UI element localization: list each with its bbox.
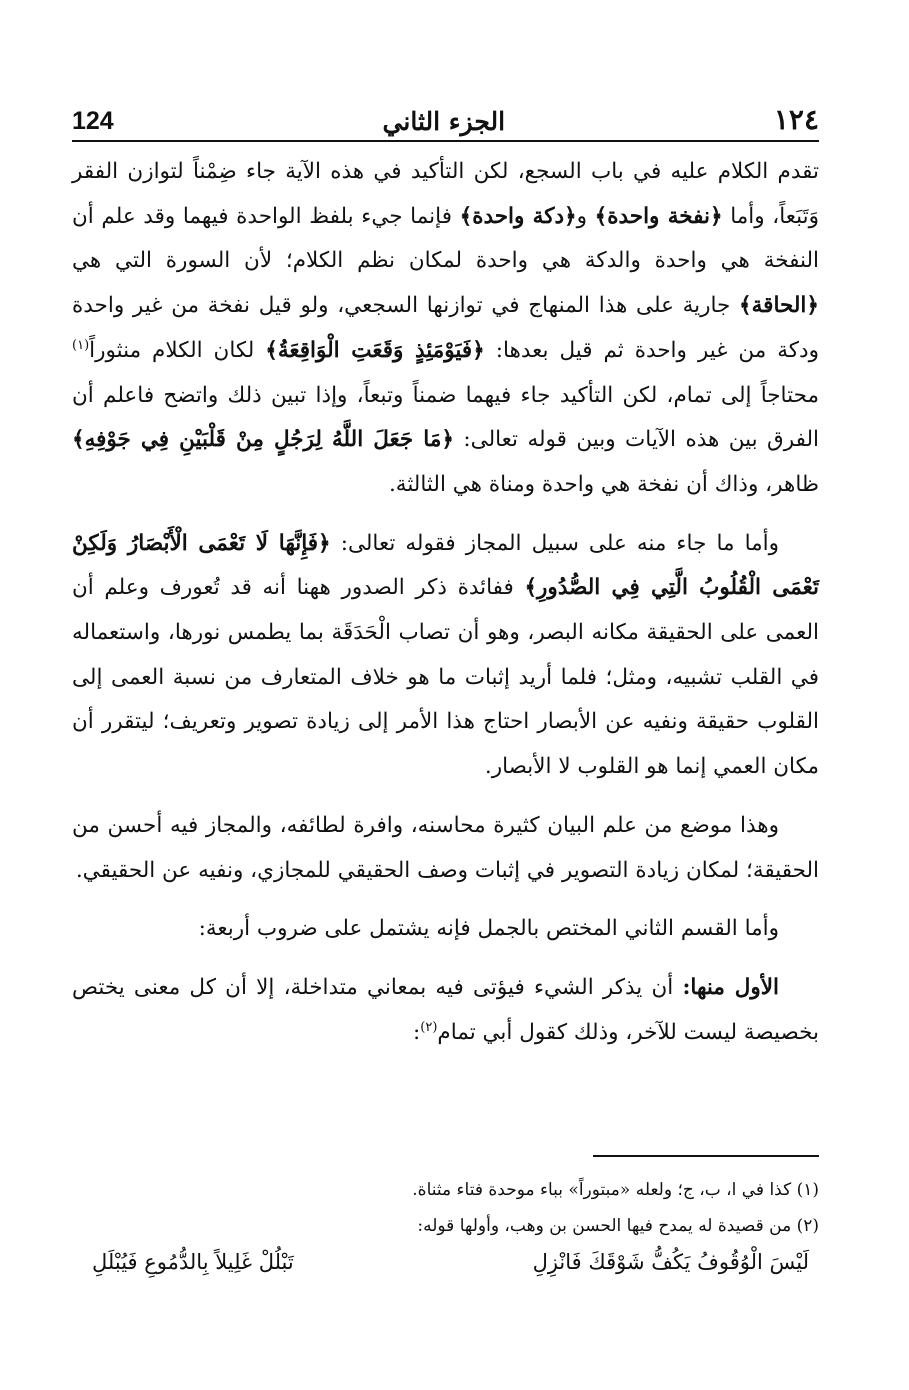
footnote-marker-2[interactable]: (٢) [420, 1019, 438, 1035]
footnote-1: (١) كذا في ا، ب، ج؛ ولعله «مبتوراً» بباء موحدة فتاء مثناة. [412, 1180, 819, 1200]
text-span: ففائدة ذكر الصدور ههنا أنه قد تُعورف وعلم أن العمى على الحقيقة مكانه البصر، وهو أن تصاب الْحَدَقَة بما يطمس نورها، واستعماله في القلب تشبيه، ومثل؛ فلما أريد إثبات ما هو خلاف المتعارف من نسبة العمى إلى القلوب حقيقة ونفيه عن الأبصار احتاج هذا الأمر إلى زيادة تصوير وتعريف؛ ليتقرر أن مكان العمي إنما هو القلوب لا الأبصار. [72, 575, 819, 780]
text-span: : [413, 1019, 421, 1045]
paragraph-1 [72, 150, 819, 508]
page-header [72, 92, 819, 142]
text-span: و [576, 203, 595, 229]
text-span: ظاهر، وذاك أن نفخة هي واحدة ومناة هي الثالثة. [388, 471, 819, 497]
text-span: محتاجاً إلى تمام، لكن التأكيد جاء فيهما ضمناً وتبعاً، وإذا تبين ذلك واتضح فاعلم أن الفرق بين هذه الآيات وبين قوله تعالى: [72, 382, 820, 453]
page-number-arabic: ١٢٤ [773, 103, 819, 136]
verse-first-hemistich: لَيْسَ الْوُقُوفُ يَكُفُّ شَوْقَكَ فَانْزِلِ [532, 1250, 809, 1274]
text-span: لكان الكلام منثوراً [89, 337, 266, 363]
paragraph-3: وهذا موضع من علم البيان كثيرة محاسنه، وافرة لطائفه، والمجاز فيه أحسن من الحقيقة؛ لمكان زيادة التصوير في إثبات وصف الحقيقي للمجازي، ونفيه عن الحقيقي. [72, 812, 819, 883]
text-span: وأما ما جاء منه على سبيل المجاز فقوله تعالى: [330, 530, 779, 556]
section-lead: الأول منها: [682, 974, 779, 1000]
verse-second-hemistich: تَبْلُلْ غَلِيلاً بِالدُّمُوعِ فَيُبْلَلِ [92, 1250, 294, 1274]
quran-quote: ﴿مَا جَعَلَ اللَّهُ لِرَجُلٍ مِنْ قَلْبَيْنِ فِي جَوْفِهِ﴾ [72, 427, 454, 453]
text-span: أن يذكر الشيء فيؤتى فيه بمعاني متداخلة، إلا أن كل معنى يختص بخصيصة ليست للآخر، وذلك كقول أبي تمام [72, 974, 819, 1045]
quran-quote: ﴿دكة واحدة﴾ [459, 203, 577, 229]
footnotes [72, 1172, 819, 1280]
text-span: جارية على هذا المنهاج في توازنها السجعي، ولو قيل نفخة من غير واحدة ودكة من غير واحدة ثم قيل بعدها: [72, 293, 819, 363]
quran-quote: ﴿نفخة واحدة﴾ [594, 203, 723, 229]
footnote-2: (٢) من قصيدة له يمدح فيها الحسن بن وهب، وأولها قوله: [417, 1216, 819, 1236]
footnote-separator [593, 1155, 819, 1157]
quran-quote: ﴿فَيَوْمَئِذٍ وَقَعَتِ الْوَاقِعَةُ﴾ [265, 337, 485, 363]
page-body [72, 150, 819, 1069]
page-number-latin: 124 [72, 107, 114, 135]
paragraph-2 [72, 522, 819, 790]
paragraph-4: وأما القسم الثاني المختص بالجمل فإنه يشتمل على ضروب أربعة: [198, 916, 779, 942]
text-span: تقدم الكلام عليه في باب السجع، لكن التأكيد في هذه الآية جاء ضِمْناً لتوازن الفقر وَتَبَعاً، وأما [72, 159, 819, 229]
text-span: فإنما جيء بلفظ الواحدة فيهما وقد علم أن النفخة هي واحدة والدكة هي واحدة لمكان نظم الكلام؛ لأن السورة التي هي [72, 203, 819, 274]
running-title: الجزء الثاني [382, 107, 506, 136]
poem-verse [72, 1244, 819, 1280]
footnote-marker-1[interactable]: (١) [72, 337, 90, 353]
quran-quote: ﴿فَإِنَّهَا لَا تَعْمَى الْأَبْصَارُ وَلَكِنْ تَعْمَى الْقُلُوبُ الَّتِي فِي الصُّدُورِ﴾ [72, 530, 819, 601]
quran-quote: ﴿الحاقة﴾ [739, 293, 819, 319]
paragraph-5 [72, 966, 819, 1055]
